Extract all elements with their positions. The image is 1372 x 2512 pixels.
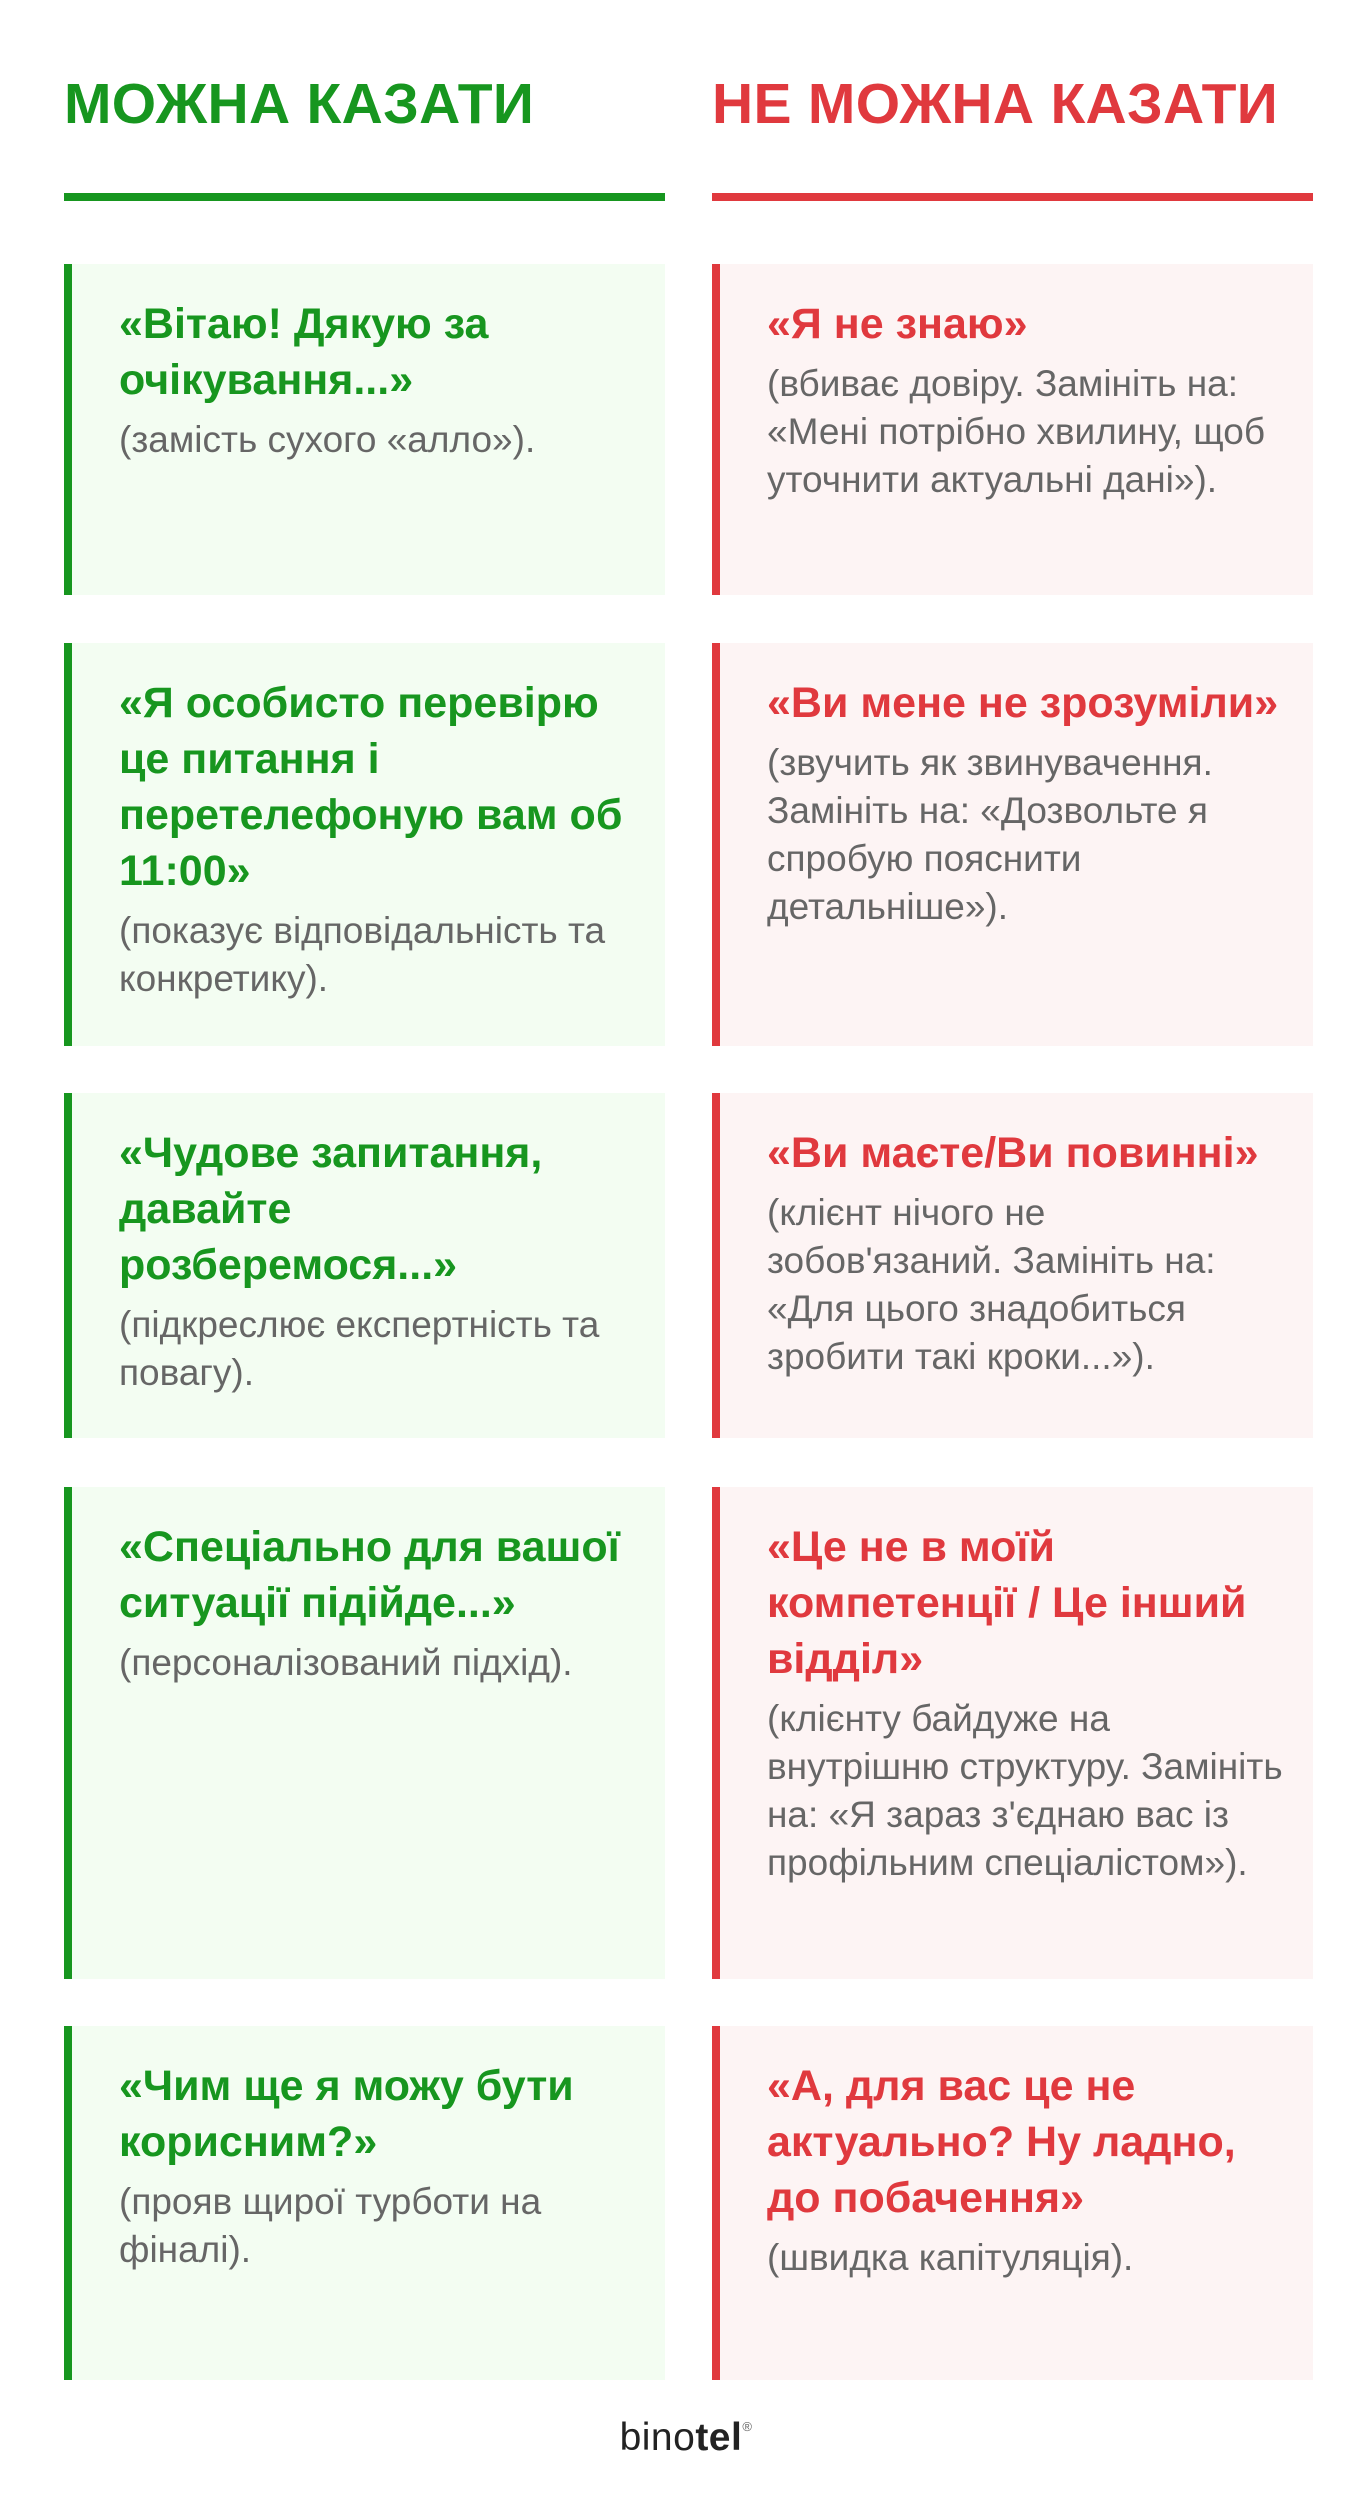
cannot-say-card-2 [712, 643, 1313, 1046]
cannot-say-card-4 [712, 1487, 1313, 1979]
logo-text-regular: bino [619, 2416, 696, 2459]
binotel-logo [0, 2418, 1372, 2457]
cannot-say-note: (клієнт нічого не зобов'язаний. Замініть на: «Для цього знадобиться зробити такі кроки...»). [767, 1192, 1216, 1377]
can-say-note: (підкреслює експертність та повагу). [119, 1304, 600, 1393]
can-say-phrase: «Вітаю! Дякую за очікування...» [119, 300, 489, 404]
can-say-phrase: «Чудове запитання, давайте розберемося...» [119, 1129, 543, 1289]
cannot-say-phrase: «Я не знаю» [767, 300, 1028, 348]
cannot-say-note: (швидка капітуляція). [767, 2237, 1134, 2278]
cannot-say-heading: НЕ МОЖНА КАЗАТИ [712, 72, 1279, 136]
cannot-say-note: (звучить як звинувачення. Замініть на: «Дозвольте я спробую пояснити детальніше»). [767, 742, 1213, 927]
can-say-phrase: «Спеціально для вашої ситуації підійде...» [119, 1523, 620, 1627]
cannot-say-phrase: «А, для вас це не актуально? Ну ладно, до побачення» [767, 2062, 1236, 2222]
can-say-card-2 [64, 643, 665, 1046]
can-say-divider [64, 193, 665, 201]
cannot-say-phrase: «Ви мене не зрозуміли» [767, 679, 1279, 727]
can-say-card-3 [64, 1093, 665, 1438]
can-say-note: (прояв щирої турботи на фіналі). [119, 2181, 542, 2270]
can-say-phrase: «Я особисто перевірю це питання і перетелефоную вам об 11:00» [119, 679, 623, 895]
can-say-card-4 [64, 1487, 665, 1979]
logo-text-bold: tel [695, 2416, 743, 2459]
cannot-say-phrase: «Це не в моїй компетенції / Це інший відділ» [767, 1523, 1247, 1683]
cannot-say-note: (вбиває довіру. Замініть на: «Мені потрібно хвилину, щоб уточнити актуальні дані»). [767, 363, 1266, 500]
can-say-card-1 [64, 264, 665, 595]
cannot-say-card-3 [712, 1093, 1313, 1438]
can-say-note: (замість сухого «алло»). [119, 419, 536, 460]
cannot-say-note: (клієнту байдуже на внутрішню структуру. Замініть на: «Я зараз з'єднаю вас із профільним спеціалістом»). [767, 1698, 1283, 1883]
can-say-note: (персоналізований підхід). [119, 1642, 573, 1683]
cannot-say-divider [712, 193, 1313, 201]
can-say-card-5 [64, 2026, 665, 2380]
cannot-say-card-1 [712, 264, 1313, 595]
cannot-say-card-5 [712, 2026, 1313, 2380]
can-say-phrase: «Чим ще я можу бути корисним?» [119, 2062, 574, 2166]
registered-mark: ® [742, 2419, 753, 2434]
can-say-note: (показує відповідальність та конкретику). [119, 910, 606, 999]
can-say-heading: МОЖНА КАЗАТИ [64, 72, 535, 136]
cannot-say-phrase: «Ви маєте/Ви повинні» [767, 1129, 1259, 1177]
